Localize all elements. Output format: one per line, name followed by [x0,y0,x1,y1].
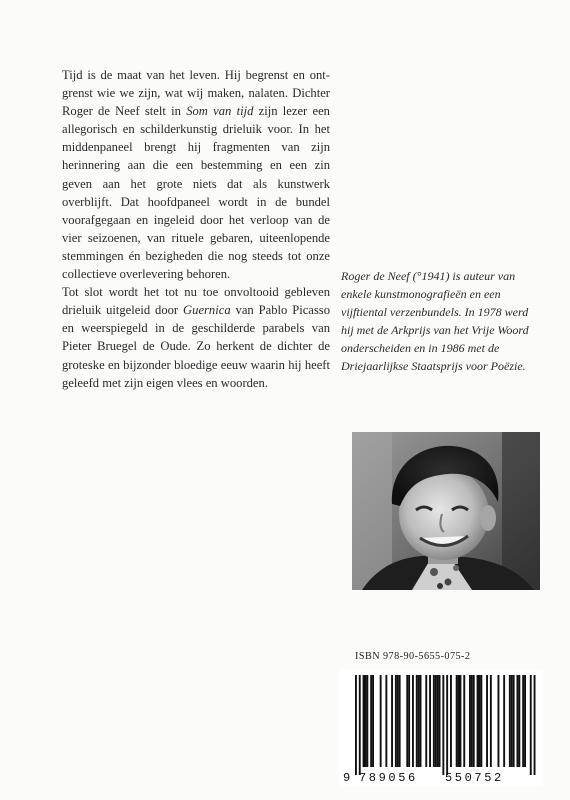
barcode-graphic [339,669,543,787]
barcode-bar [513,675,515,767]
isbn-barcode [339,669,543,787]
barcode-first-digit: 9 [343,771,351,785]
barcode-bar [420,675,422,767]
artwork-title: Guernica [183,303,231,318]
barcode-bar [477,675,479,767]
isbn-label: ISBN 978-90-5655-075-2 [355,651,471,662]
book-title: Som van tijd [186,104,254,119]
barcode-bar [503,675,505,767]
barcode-group-1: 789056 [359,771,418,785]
barcode-bar [416,675,418,767]
barcode-bar [363,675,365,767]
barcode-bar [534,675,536,775]
barcode-bar [435,675,437,767]
barcode-bar [359,675,361,775]
barcode-bar [471,675,473,767]
blurb-text: zijn lezer een allegorisch en schilderkunstig drieluik voor. In het middenpaneel brengt hij fragmenten van zijn herinnering aan die een bestemming en een zin geven aan het grote niets dat als kunstwerk overblijft. Dat hoofdpaneel wordt in de bundel voorafgegaan en ingeleid door het verloop van de vier seizoenen, van rituele gebaren, uiteenlopende stemmingen én bezigheden die nog steeds tot onze collectieve overlevering behoren. [62,104,330,282]
barcode-bar [450,675,452,767]
barcode-bar [524,675,526,767]
barcode-bar [391,675,393,767]
barcode-bar [479,675,481,767]
barcode-bar [366,675,368,767]
barcode-bar [408,675,410,767]
barcode-bar [406,675,408,767]
barcode-bar [473,675,475,767]
barcode-bar [517,675,519,767]
blurb-paragraph-2 [62,283,330,392]
barcode-bar [480,675,482,767]
barcode-bar [425,675,427,767]
barcode-bar [446,675,448,775]
author-bio: Roger de Neef (°1941) is auteur van enkele kunstmonografieën en een vijftiental verzenbundels. In 1978 werd hij met de Arkprijs van het Vrije Woord onderscheiden en in 1986 met de Driejaarlijkse Staatsprijs voor Poëzie. [341,269,529,373]
blurb-text: Tot slot wordt het tot nu toe onvoltooid gebleven drieluik uitgeleid door [62,285,330,318]
back-cover-blurb [62,66,330,392]
barcode-bar [437,675,439,767]
barcode-bar [509,675,511,767]
barcode-bar [442,675,444,775]
barcode-bar [530,675,532,775]
barcode-bars [355,675,536,775]
barcode-bar [365,675,367,767]
barcode-bar [385,675,387,767]
barcode-group-2: 550752 [445,771,504,785]
barcode-bar [486,675,488,767]
barcode-bar [429,675,431,767]
barcode-bar [490,675,492,767]
barcode-bar [433,675,435,767]
author-photo [352,432,540,590]
barcode-bar [418,675,420,767]
barcode-bar [518,675,520,767]
barcode-bar [370,675,372,767]
barcode-bar [397,675,399,767]
barcode-bar [372,675,374,767]
barcode-bar [456,675,458,767]
barcode-bar [469,675,471,767]
barcode-bar [498,675,500,767]
blurb-text: van Pablo Picasso en weerspiegeld in de geschilderde parabels van Pieter Bruegel de Oude. Zo herkent de dichter de groteske en bijzonder bloedige eeuw waarin hij heeft geleefd met zijn eigen vlees en woorden. [62,303,330,390]
barcode-bar [412,675,414,767]
barcode-bar [458,675,460,767]
barcode-bar [463,675,465,767]
barcode-bar [511,675,513,767]
barcode-bar [522,675,524,767]
blurb-paragraph-1 [62,66,330,283]
barcode-bar [399,675,401,767]
barcode-bar [395,675,397,767]
barcode-bar [460,675,462,767]
barcode-bar [439,675,441,767]
barcode-bar [380,675,382,767]
blurb-text: Tijd is de maat van het leven. Hij begrenst en ontgrenst wie we zijn, wat wij maken, nalaten. Dichter Roger de Neef stelt in [62,68,330,119]
author-portrait-image [352,432,540,590]
barcode-bar [355,675,357,775]
